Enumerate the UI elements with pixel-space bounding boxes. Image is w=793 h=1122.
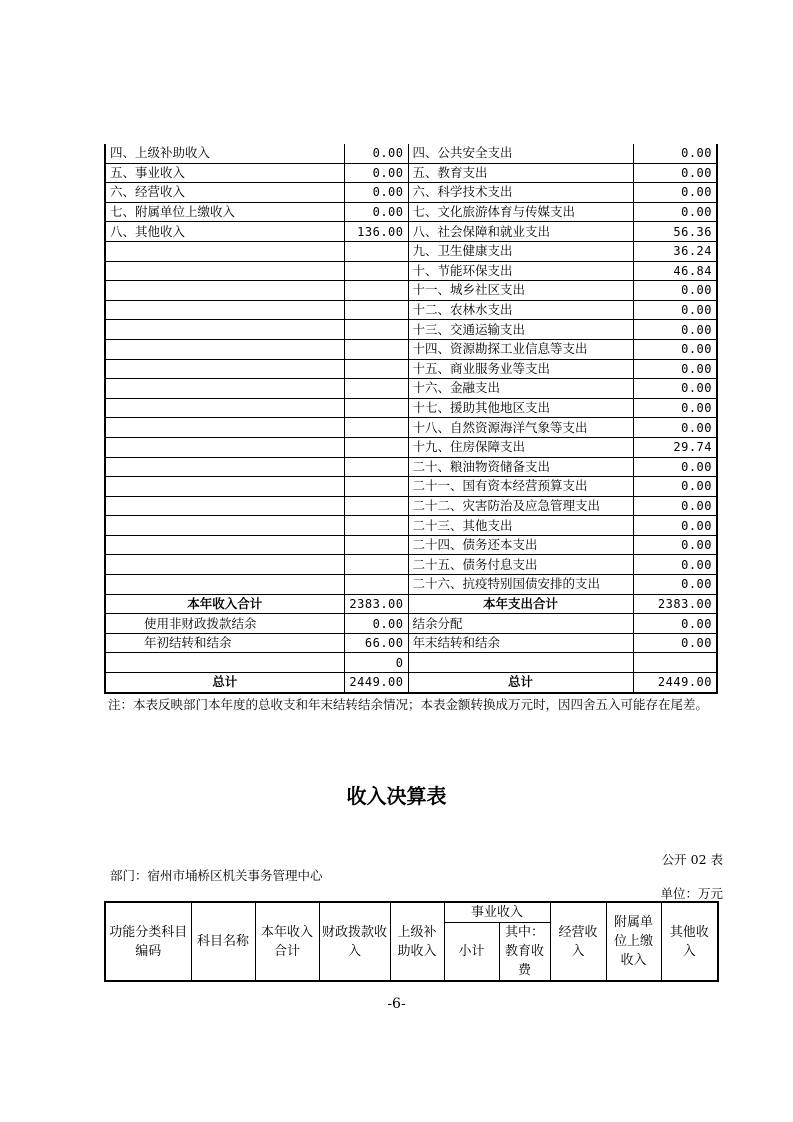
expense-item-value: 0.00 bbox=[633, 555, 717, 575]
table-row bbox=[105, 183, 717, 203]
grand-total-value-right: 2449.00 bbox=[633, 673, 717, 693]
expense-item-label: 五、教育支出 bbox=[408, 163, 633, 183]
income-item-value: 0.00 bbox=[344, 163, 408, 183]
income-item-value bbox=[344, 575, 408, 595]
table-note: 注：本表反映部门本年度的总收支和年末结转结余情况；本表金额转换成万元时，因四舍五入可能存在尾差。 bbox=[108, 697, 709, 712]
grand-total-value-left: 2449.00 bbox=[344, 673, 408, 693]
table-row bbox=[105, 300, 717, 320]
income-item-value: 0.00 bbox=[344, 183, 408, 203]
expense-item-label: 七、文化旅游体育与传媒支出 bbox=[408, 202, 633, 222]
expense-item-value: 56.36 bbox=[633, 222, 717, 242]
expense-item-value: 0.00 bbox=[633, 144, 717, 163]
extra-empty-cell bbox=[408, 653, 633, 673]
unit-label: 单位：万元 bbox=[660, 886, 723, 901]
table-row bbox=[105, 496, 717, 516]
income-item-label bbox=[105, 477, 344, 497]
table-row bbox=[105, 281, 717, 301]
department-label: 部门：宿州市埇桥区机关事务管理中心 bbox=[110, 868, 323, 883]
header-business-group: 事业收入 bbox=[444, 902, 550, 923]
header-subtotal: 小计 bbox=[444, 923, 499, 982]
closing-label: 年末结转和结余 bbox=[408, 633, 633, 653]
expense-item-value: 0.00 bbox=[633, 535, 717, 555]
income-table-header bbox=[104, 901, 719, 982]
expense-item-value: 0.00 bbox=[633, 320, 717, 340]
expense-item-label: 二十五、债务付息支出 bbox=[408, 555, 633, 575]
table-row bbox=[105, 398, 717, 418]
table-row bbox=[105, 379, 717, 399]
income-item-value bbox=[344, 300, 408, 320]
header-subject-name: 科目名称 bbox=[191, 902, 255, 981]
income-item-value bbox=[344, 398, 408, 418]
table-row bbox=[105, 359, 717, 379]
table-row bbox=[105, 339, 717, 359]
expense-item-value: 0.00 bbox=[633, 516, 717, 536]
extra-row bbox=[105, 653, 717, 673]
extra-value: 0 bbox=[344, 653, 408, 673]
income-item-label: 七、附属单位上缴收入 bbox=[105, 202, 344, 222]
table-row bbox=[105, 418, 717, 438]
income-item-value bbox=[344, 320, 408, 340]
expense-total-label: 本年支出合计 bbox=[408, 594, 633, 614]
expense-item-value: 0.00 bbox=[633, 379, 717, 399]
table-row bbox=[105, 516, 717, 536]
table-row bbox=[105, 163, 717, 183]
grand-total-label-left: 总计 bbox=[105, 673, 344, 693]
header-education-fee: 其中：教育收费 bbox=[499, 923, 550, 982]
expense-item-value: 0.00 bbox=[633, 457, 717, 477]
table-row bbox=[105, 575, 717, 595]
header-superior: 上级补助收入 bbox=[390, 902, 444, 981]
expense-item-value: 0.00 bbox=[633, 183, 717, 203]
income-item-value bbox=[344, 516, 408, 536]
opening-closing-row bbox=[105, 633, 717, 653]
income-item-label bbox=[105, 555, 344, 575]
allocation-value: 0.00 bbox=[633, 614, 717, 634]
expense-item-label: 四、公共安全支出 bbox=[408, 144, 633, 163]
extra-empty-cell bbox=[633, 653, 717, 673]
expense-item-label: 二十四、债务还本支出 bbox=[408, 535, 633, 555]
opening-label: 年初结转和结余 bbox=[105, 633, 344, 653]
non-fiscal-value: 0.00 bbox=[344, 614, 408, 634]
income-item-label bbox=[105, 261, 344, 281]
opening-value: 66.00 bbox=[344, 633, 408, 653]
expense-item-label: 二十、粮油物资储备支出 bbox=[408, 457, 633, 477]
table-row bbox=[105, 320, 717, 340]
income-item-label bbox=[105, 535, 344, 555]
expense-item-label: 十、节能环保支出 bbox=[408, 261, 633, 281]
income-item-value: 136.00 bbox=[344, 222, 408, 242]
expense-item-value: 36.24 bbox=[633, 241, 717, 261]
income-total-label: 本年收入合计 bbox=[105, 594, 344, 614]
expense-item-value: 0.00 bbox=[633, 496, 717, 516]
income-item-label bbox=[105, 339, 344, 359]
income-item-label bbox=[105, 379, 344, 399]
header-func-code: 功能分类科目编码 bbox=[105, 902, 191, 981]
table-number: 公开 02 表 bbox=[661, 852, 723, 867]
expense-item-value: 0.00 bbox=[633, 339, 717, 359]
header-fiscal: 财政拨款收入 bbox=[319, 902, 390, 981]
income-item-value bbox=[344, 496, 408, 516]
header-operating: 经营收入 bbox=[550, 902, 606, 981]
expense-item-value: 0.00 bbox=[633, 202, 717, 222]
income-table-title: 收入决算表 bbox=[346, 784, 447, 808]
expense-item-label: 十六、金融支出 bbox=[408, 379, 633, 399]
income-item-label: 八、其他收入 bbox=[105, 222, 344, 242]
income-item-label bbox=[105, 359, 344, 379]
income-item-value: 0.00 bbox=[344, 144, 408, 163]
closing-value: 0.00 bbox=[633, 633, 717, 653]
table-row bbox=[105, 535, 717, 555]
income-item-label bbox=[105, 398, 344, 418]
extra-empty-cell bbox=[105, 653, 344, 673]
table-row bbox=[105, 222, 717, 242]
income-item-label bbox=[105, 496, 344, 516]
income-item-value bbox=[344, 457, 408, 477]
income-total-row bbox=[105, 594, 717, 614]
income-item-value bbox=[344, 359, 408, 379]
income-item-label bbox=[105, 575, 344, 595]
income-item-value bbox=[344, 379, 408, 399]
table-row bbox=[105, 144, 717, 163]
non-fiscal-row bbox=[105, 614, 717, 634]
header-total: 本年收入合计 bbox=[255, 902, 319, 981]
grand-total-label-right: 总计 bbox=[408, 673, 633, 693]
income-item-label: 五、事业收入 bbox=[105, 163, 344, 183]
page-number: -6- bbox=[387, 996, 406, 1012]
table-row bbox=[105, 202, 717, 222]
header-other: 其他收入 bbox=[661, 902, 718, 981]
expense-item-value: 0.00 bbox=[633, 163, 717, 183]
expense-item-value: 0.00 bbox=[633, 418, 717, 438]
header-affiliated: 附属单位上缴收入 bbox=[606, 902, 661, 981]
expense-item-value: 0.00 bbox=[633, 281, 717, 301]
expense-item-label: 十七、援助其他地区支出 bbox=[408, 398, 633, 418]
expense-total-value: 2383.00 bbox=[633, 594, 717, 614]
table-row bbox=[105, 477, 717, 497]
allocation-label: 结余分配 bbox=[408, 614, 633, 634]
expense-item-label: 二十一、国有资本经营预算支出 bbox=[408, 477, 633, 497]
expense-item-label: 十八、自然资源海洋气象等支出 bbox=[408, 418, 633, 438]
table-row bbox=[105, 457, 717, 477]
table-row bbox=[105, 555, 717, 575]
income-item-label bbox=[105, 516, 344, 536]
table-row bbox=[105, 241, 717, 261]
income-item-label: 四、上级补助收入 bbox=[105, 144, 344, 163]
expense-item-label: 十四、资源勘探工业信息等支出 bbox=[408, 339, 633, 359]
expense-item-label: 十一、城乡社区支出 bbox=[408, 281, 633, 301]
income-item-value bbox=[344, 477, 408, 497]
table-row bbox=[105, 261, 717, 281]
table-row bbox=[105, 437, 717, 457]
income-item-label bbox=[105, 281, 344, 301]
expense-item-label: 九、卫生健康支出 bbox=[408, 241, 633, 261]
expense-item-label: 十二、农林水支出 bbox=[408, 300, 633, 320]
expense-item-label: 十五、商业服务业等支出 bbox=[408, 359, 633, 379]
income-item-label bbox=[105, 457, 344, 477]
income-item-label bbox=[105, 320, 344, 340]
summary-table-footer bbox=[105, 594, 717, 692]
expense-item-value: 0.00 bbox=[633, 477, 717, 497]
expense-item-value: 0.00 bbox=[633, 300, 717, 320]
income-item-label bbox=[105, 241, 344, 261]
expense-item-value: 0.00 bbox=[633, 398, 717, 418]
income-item-value bbox=[344, 555, 408, 575]
non-fiscal-label: 使用非财政拨款结余 bbox=[105, 614, 344, 634]
income-total-value: 2383.00 bbox=[344, 594, 408, 614]
income-item-value bbox=[344, 261, 408, 281]
income-item-label bbox=[105, 300, 344, 320]
header-row-top bbox=[105, 902, 718, 923]
income-item-value bbox=[344, 281, 408, 301]
expense-item-value: 0.00 bbox=[633, 575, 717, 595]
expense-item-label: 二十三、其他支出 bbox=[408, 516, 633, 536]
expense-item-label: 二十六、抗疫特别国债安排的支出 bbox=[408, 575, 633, 595]
expense-item-label: 十九、住房保障支出 bbox=[408, 437, 633, 457]
income-item-label bbox=[105, 437, 344, 457]
income-item-value bbox=[344, 418, 408, 438]
income-item-label bbox=[105, 418, 344, 438]
expense-item-value: 29.74 bbox=[633, 437, 717, 457]
expense-item-label: 八、社会保障和就业支出 bbox=[408, 222, 633, 242]
summary-table-body bbox=[105, 144, 717, 594]
summary-table bbox=[104, 144, 718, 694]
income-item-value bbox=[344, 339, 408, 359]
expense-item-label: 六、科学技术支出 bbox=[408, 183, 633, 203]
expense-item-label: 二十二、灾害防治及应急管理支出 bbox=[408, 496, 633, 516]
expense-item-label: 十三、交通运输支出 bbox=[408, 320, 633, 340]
income-item-value: 0.00 bbox=[344, 202, 408, 222]
income-item-value bbox=[344, 535, 408, 555]
income-item-value bbox=[344, 437, 408, 457]
income-item-label: 六、经营收入 bbox=[105, 183, 344, 203]
income-item-value bbox=[344, 241, 408, 261]
grand-total-row bbox=[105, 673, 717, 693]
expense-item-value: 0.00 bbox=[633, 359, 717, 379]
expense-item-value: 46.84 bbox=[633, 261, 717, 281]
